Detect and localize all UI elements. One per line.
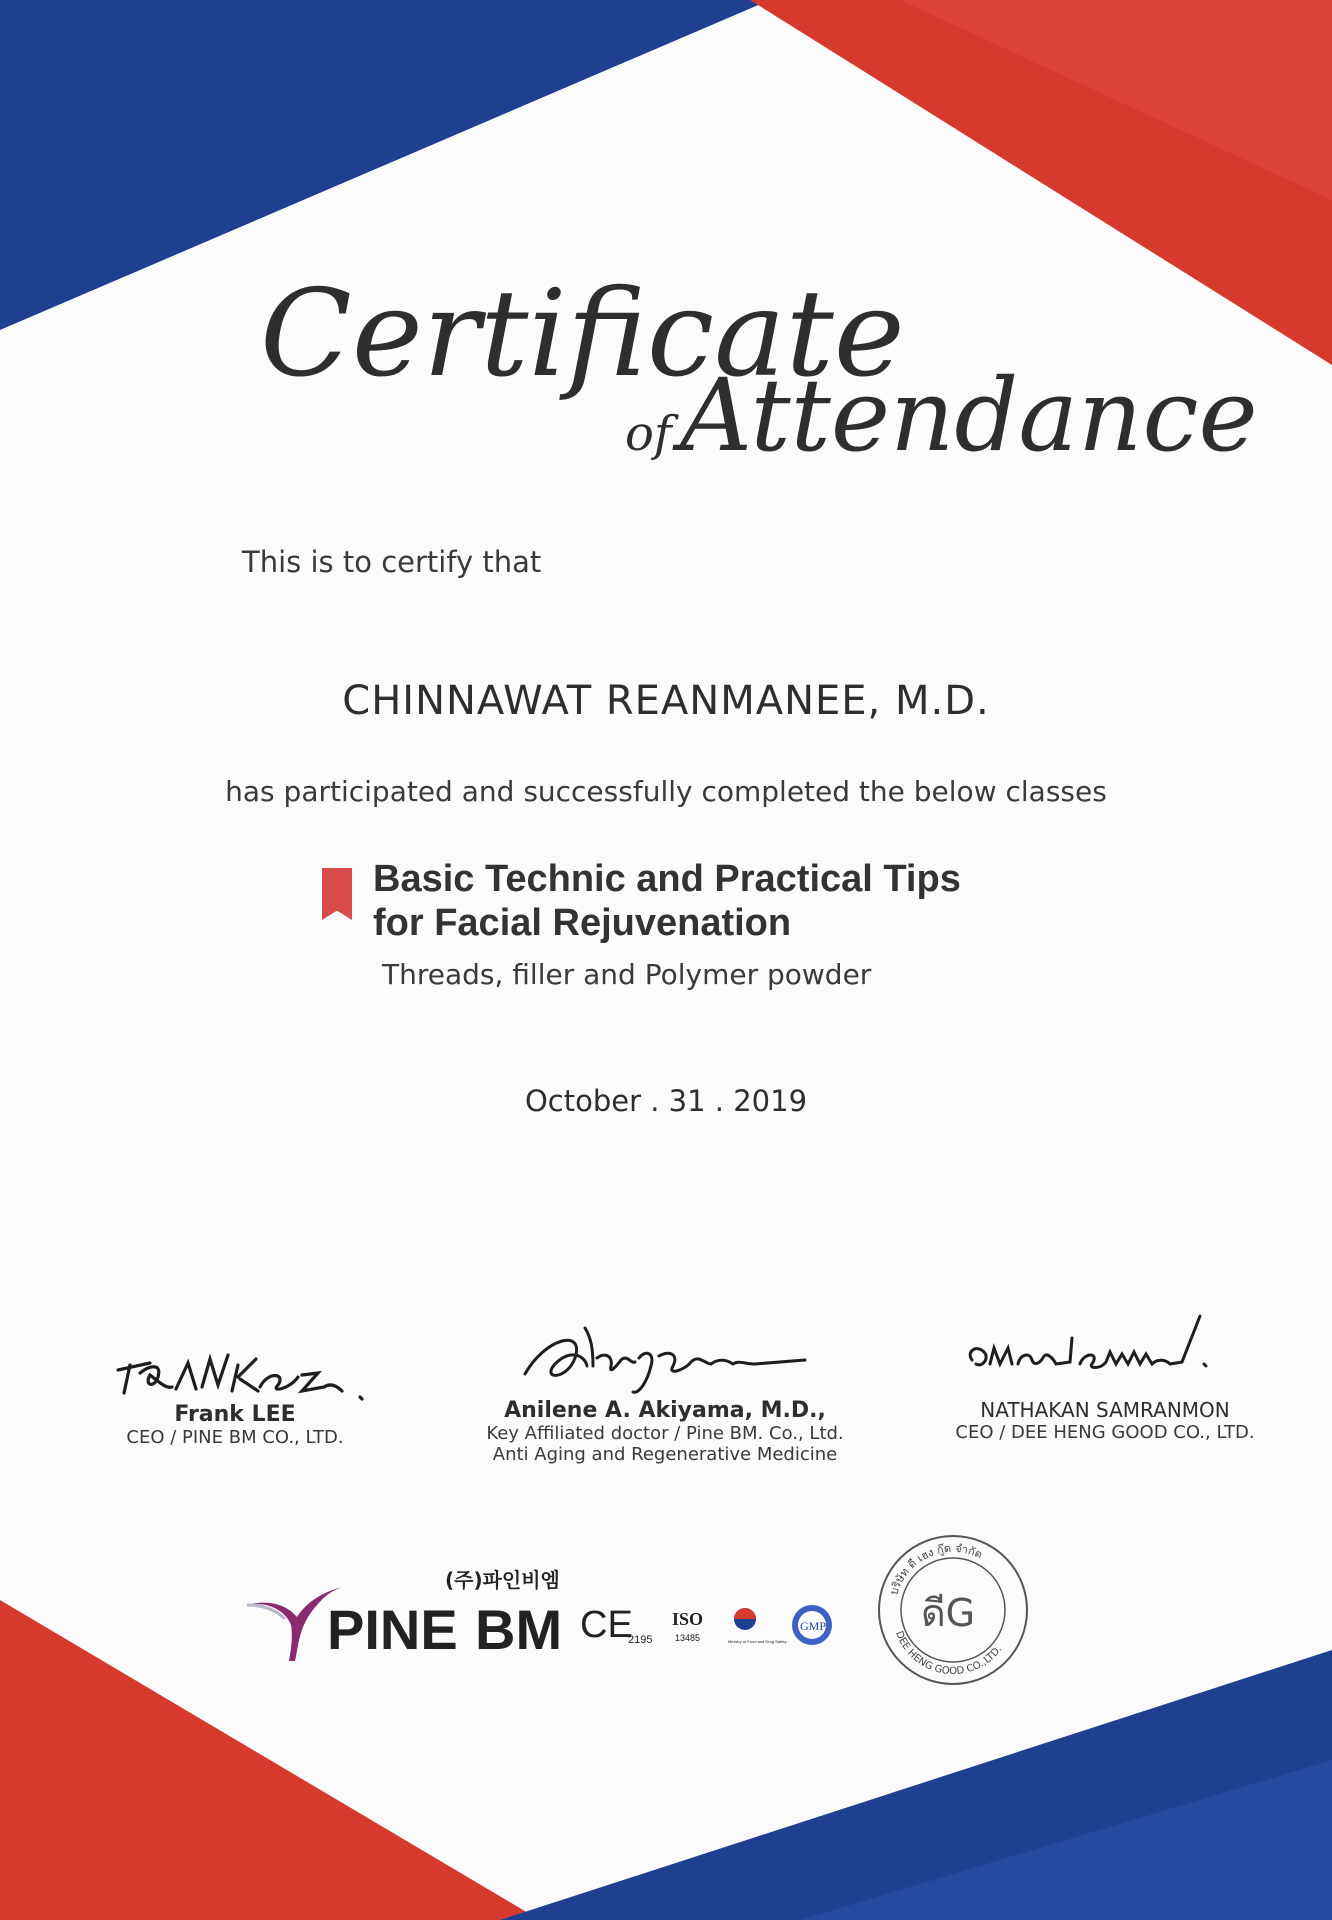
ce-number: 2195 — [628, 1634, 653, 1646]
course-title-line1: Basic Technic and Practical Tips — [373, 858, 961, 900]
signatory-2-title-1: Key Affiliated doctor / Pine BM. Co., Ltd. — [486, 1423, 844, 1444]
participation-statement: has participated and successfully completed the below classes — [225, 775, 1107, 808]
recipient-name: CHINNAWAT REANMANEE, M.D. — [342, 678, 990, 724]
gmp-text: GMP — [800, 1619, 827, 1633]
certificate-date: October . 31 . 2019 — [524, 1084, 808, 1118]
title-certificate: Certificate — [260, 265, 905, 404]
title-attendance: Attendance — [680, 357, 1258, 474]
course-subtitle: Threads, filler and Polymer powder — [382, 958, 872, 991]
mfds-text: Ministry of Food and Drug Safety — [728, 1639, 787, 1644]
signatory-2 — [440, 1398, 890, 1465]
seal-center-mark: ดีG — [921, 1591, 976, 1635]
signatory-1 — [90, 1402, 380, 1448]
signatory-2-title-2: Anti Aging and Regenerative Medicine — [492, 1444, 838, 1465]
title-of: of — [625, 406, 672, 462]
pine-bm: BM — [475, 1598, 563, 1661]
pine-name: PINE — [327, 1598, 458, 1661]
signatory-1-name: Frank LEE — [174, 1402, 296, 1427]
iso-mark: ISO — [672, 1609, 704, 1629]
pine-korean-name: (주)파인비엠 — [445, 1568, 560, 1592]
signature-akiyama — [515, 1308, 815, 1398]
signatory-2-name: Anilene A. Akiyama, M.D., — [504, 1398, 826, 1423]
signatory-3 — [920, 1398, 1290, 1443]
dee-heng-good-seal — [873, 1530, 1033, 1690]
certificate-title — [250, 235, 1258, 495]
course-title-line2: for Facial Rejuvenation — [373, 902, 792, 944]
signature-samranmon — [960, 1308, 1260, 1388]
signatory-3-title: CEO / DEE HENG GOOD CO., LTD. — [955, 1422, 1255, 1443]
pine-bm-logo — [245, 1565, 565, 1665]
ce-mark: CE — [580, 1604, 633, 1646]
gmp-icon — [792, 1605, 832, 1645]
signature-frank-lee — [110, 1315, 380, 1405]
mfds-icon — [728, 1608, 786, 1644]
signatory-3-name: NATHAKAN SAMRANMON — [980, 1398, 1230, 1422]
iso-number: 13485 — [675, 1633, 701, 1643]
seal-bottom-text: DEE HENG GOOD CO.,LTD. — [893, 1629, 1005, 1678]
seal-top-text: บริษัท ดี เฮง กู๊ด จำกัด — [887, 1541, 985, 1597]
signatory-1-title: CEO / PINE BM CO., LTD. — [126, 1427, 344, 1448]
certification-marks — [580, 1595, 850, 1655]
certify-intro: This is to certify that — [242, 545, 542, 579]
